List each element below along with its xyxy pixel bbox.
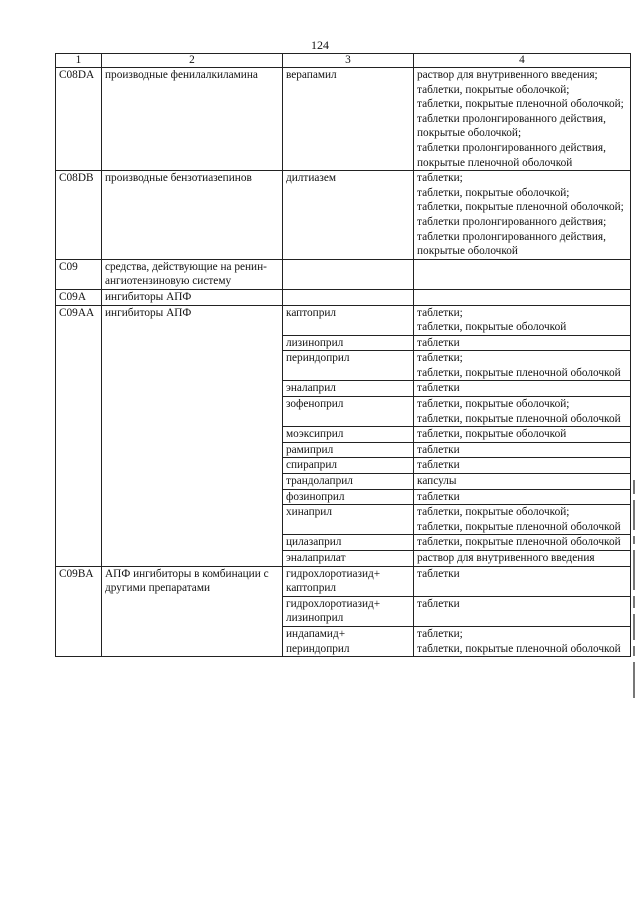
drug-name-cell: трандолаприл (283, 474, 414, 490)
drug-name-cell: лизиноприл (283, 335, 414, 351)
drug-table (55, 53, 631, 657)
table-row (56, 289, 631, 305)
atc-code-cell: C09BA (56, 566, 102, 657)
drug-name-cell: индапамид+ периндоприл (283, 626, 414, 656)
dosage-forms-cell (414, 535, 631, 551)
dosage-forms-cell (414, 551, 631, 567)
atc-code-cell: C08DB (56, 171, 102, 260)
dosage-forms-cell (414, 171, 631, 260)
drug-name-cell (283, 289, 414, 305)
dosage-form: капсулы (417, 475, 457, 488)
dosage-form: таблетки, покрытые пленочной оболочкой (417, 412, 621, 425)
drug-name-cell: гидрохлоротиазид+ лизиноприл (283, 596, 414, 626)
dosage-forms-cell (414, 458, 631, 474)
drug-name-cell: хинаприл (283, 505, 414, 535)
dosage-form: раствор для внутривенного введения; (417, 69, 598, 81)
dosage-forms-cell (414, 596, 631, 626)
dosage-form: таблетки, покрытые пленочной оболочкой; (417, 98, 624, 111)
atc-code-cell: C09 (56, 259, 102, 289)
dosage-forms-cell (414, 489, 631, 505)
dosage-form: таблетки, покрытые оболочкой; (417, 186, 570, 199)
dosage-form: таблетки (417, 597, 460, 610)
dosage-forms-cell (414, 289, 631, 305)
dosage-forms-cell (414, 442, 631, 458)
page-number: 124 (311, 38, 329, 52)
dosage-form: раствор для внутривенного введения (417, 552, 595, 564)
dosage-forms-cell (414, 397, 631, 427)
atc-code-cell: C09AA (56, 305, 102, 566)
drug-name-cell: эналаприлат (283, 551, 414, 567)
dosage-form: таблетки пролонгированного действия, покрытые оболочкой; (417, 112, 606, 140)
drug-name-cell (283, 259, 414, 289)
dosage-form: таблетки (417, 443, 460, 456)
dosage-form: таблетки (417, 459, 460, 472)
dosage-form: таблетки, покрытые оболочкой; (417, 83, 570, 96)
dosage-form: таблетки, покрытые пленочной оболочкой (417, 536, 621, 549)
drug-name-cell: рамиприл (283, 442, 414, 458)
table-row (56, 259, 631, 289)
dosage-forms-cell (414, 68, 631, 171)
drug-name-cell: гидрохлоротиазид+ каптоприл (283, 566, 414, 596)
dosage-form: таблетки; (417, 352, 463, 365)
drug-name-cell: зофеноприл (283, 397, 414, 427)
table-row (56, 171, 631, 260)
atc-group-cell: средства, действующие на ренин-ангиотензиновую систему (102, 259, 283, 289)
dosage-forms-cell (414, 351, 631, 381)
atc-group-cell: производные фенилалкиламина (102, 68, 283, 171)
dosage-form: таблетки пролонгированного действия, покрытые пленочной оболочкой (417, 141, 606, 169)
table-row (56, 305, 631, 335)
drug-name-cell: фозиноприл (283, 489, 414, 505)
dosage-form: таблетки (417, 567, 460, 580)
dosage-form: таблетки; (417, 627, 463, 640)
dosage-form: таблетки (417, 382, 460, 395)
column-header-2: 2 (102, 54, 283, 68)
drug-name-cell: моэксиприл (283, 427, 414, 443)
dosage-form: таблетки, покрытые оболочкой; (417, 506, 570, 519)
dosage-form: таблетки пролонгированного действия, покрытые оболочкой (417, 230, 606, 258)
dosage-form: таблетки, покрытые пленочной оболочкой; (417, 201, 624, 214)
dosage-form: таблетки, покрытые оболочкой (417, 321, 567, 334)
atc-group-cell: производные бензотиазепинов (102, 171, 283, 260)
atc-code-cell: C08DA (56, 68, 102, 171)
dosage-form: таблетки; (417, 172, 463, 185)
dosage-forms-cell (414, 474, 631, 490)
drug-name-cell: эналаприл (283, 381, 414, 397)
atc-group-cell: АПФ ингибиторы в комбинации с другими препаратами (102, 566, 283, 657)
atc-group-cell: ингибиторы АПФ (102, 305, 283, 566)
dosage-forms-cell (414, 259, 631, 289)
table-row (56, 68, 631, 171)
dosage-forms-cell (414, 427, 631, 443)
dosage-form: таблетки, покрытые пленочной оболочкой (417, 642, 621, 655)
drug-name-cell: спираприл (283, 458, 414, 474)
atc-code-cell: C09A (56, 289, 102, 305)
drug-name-cell: периндоприл (283, 351, 414, 381)
dosage-form: таблетки, покрытые оболочкой (417, 428, 567, 441)
dosage-form: таблетки (417, 490, 460, 503)
drug-name-cell: каптоприл (283, 305, 414, 335)
dosage-form: таблетки, покрытые оболочкой; (417, 398, 570, 411)
dosage-forms-cell (414, 505, 631, 535)
dosage-forms-cell (414, 335, 631, 351)
dosage-form: таблетки пролонгированного действия; (417, 215, 607, 228)
drug-name-cell: дилтиазем (283, 171, 414, 260)
atc-group-cell: ингибиторы АПФ (102, 289, 283, 305)
dosage-forms-cell (414, 566, 631, 596)
table-row (56, 566, 631, 596)
column-header-4: 4 (414, 54, 631, 68)
column-header-1: 1 (56, 54, 102, 68)
dosage-form: таблетки, покрытые пленочной оболочкой (417, 366, 621, 379)
dosage-form: таблетки, покрытые пленочной оболочкой (417, 520, 621, 533)
dosage-form: таблетки; (417, 306, 463, 319)
dosage-forms-cell (414, 305, 631, 335)
column-header-3: 3 (283, 54, 414, 68)
dosage-form: таблетки (417, 336, 460, 349)
scan-edge-marks (631, 480, 637, 780)
dosage-forms-cell (414, 626, 631, 656)
drug-name-cell: цилазаприл (283, 535, 414, 551)
drug-name-cell: верапамил (283, 68, 414, 171)
dosage-forms-cell (414, 381, 631, 397)
